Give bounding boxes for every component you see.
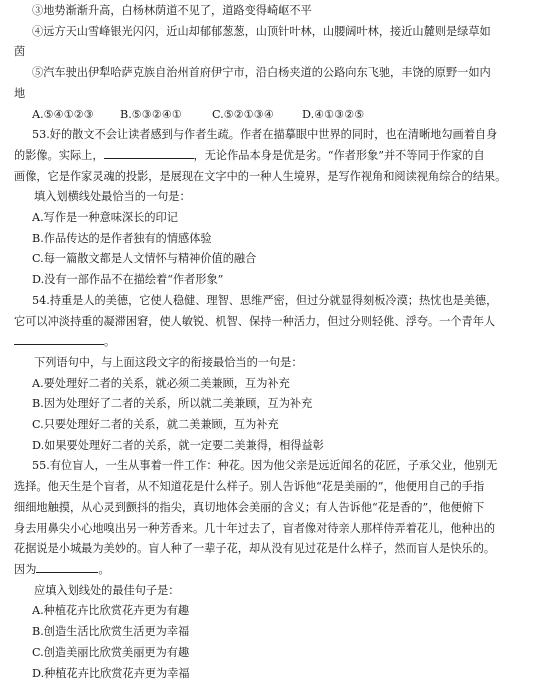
q53-prompt: 填入划横线处最恰当的一句是：	[34, 190, 191, 204]
q55-line-6-end: 。	[98, 562, 110, 576]
q53-line-3: 画像，它是作家灵魂的投影，是展现在文字中的一种人生境界，是写作视角和阅读视角综合的结果。	[14, 169, 507, 183]
q55-line-1: 55.有位盲人，一生从事着一件工作：种花。因为他父亲是远近闻名的花匠，子承父业，他别无	[32, 459, 498, 473]
q54-answer-blank	[14, 332, 104, 345]
q55-option-b: B.创造生活比欣赏生活更为幸福	[32, 625, 190, 639]
q54-option-c: C.只要处理好二者的关系，就二美兼顾，互为补充	[32, 418, 279, 432]
q53-option-c: C.每一篇散文都是人文情怀与精神价值的融合	[32, 252, 257, 266]
q52-item-4-line-1: ④远方天山雪峰银光闪闪，近山却郁郁葱葱，山顶针叶林，山腰阔叶林，接近山麓则是绿草如	[32, 24, 491, 38]
q53-option-a: A.写作是一种意味深长的印记	[32, 211, 178, 225]
q52-option-d: D.④①③②⑤	[302, 107, 365, 121]
q54-line-3	[14, 332, 526, 353]
q55-line-6	[14, 560, 526, 581]
q55-line-5: 花据说是小城最为美妙的。盲人种了一辈子花，却从没有见过花是什么样子，然而盲人是快乐的。	[14, 542, 496, 556]
q54-prompt: 下列语句中，与上面这段文字的衔接最恰当的一句是：	[34, 355, 303, 369]
q52-item-4-line-2: 茵	[14, 45, 26, 59]
q54-line-3-end: 。	[104, 335, 116, 349]
q54-option-b: B.因为处理好了二者的关系，所以就二美兼顾，互为补充	[32, 397, 313, 411]
q55-option-c: C.创造美丽比欣赏美丽更为有趣	[32, 645, 190, 659]
q55-line-6-start: 因为	[14, 562, 37, 576]
q55-line-3: 细细地触摸，从心灵到颤抖的指尖，真切地体会美丽的含义；有人告诉他“花是香的”，他便俯下	[14, 500, 485, 514]
q52-option-b: B.⑤③②④①	[120, 107, 182, 121]
q53-line-1: 53.好的散文不会让读者感到与作者生疏。作者在描摹眼中世界的同时，也在清晰地勾画着自身	[32, 128, 498, 142]
q52-item-3: ③地势渐渐升高，白杨林荫道不见了，道路变得崎岖不平	[32, 4, 312, 17]
q53-option-d: D.没有一部作品不在描绘着“作者形象”	[32, 273, 224, 287]
q53-answer-blank	[104, 146, 194, 159]
q54-line-1: 54.持重是人的美德，它使人稳健、理智、思维严密，但过分就显得刻板冷漠；热忱也是美德，	[32, 293, 498, 307]
q53-line-2-end: ，无论作品本身是优是劣。“作者形象”并不等同于作家的自	[193, 148, 485, 162]
q53-line-2	[14, 146, 526, 167]
q55-answer-blank	[36, 560, 98, 573]
q53-option-b: B.作品传达的是作者独有的情感体验	[32, 231, 212, 245]
q53-line-2-start: 的影像。实际上，	[14, 148, 104, 162]
q52-item-5-line-1: ⑤汽车驶出伊犁哈萨克族自治州首府伊宁市，沿白杨夹道的公路向东飞驰，丰饶的原野一如内	[32, 66, 491, 80]
q55-prompt: 应填入划线处的最佳句子是：	[34, 583, 180, 597]
q52-item-5-line-2: 地	[14, 86, 26, 100]
q52-option-c: C.⑤②①③④	[212, 107, 274, 121]
q52-options	[14, 105, 526, 126]
q52-option-a: A.⑤④①②③	[32, 107, 94, 121]
q54-option-d: D.如果要处理好二者的关系，就一定要二美兼得，相得益彰	[32, 438, 324, 452]
q55-line-2: 选择。他天生是个盲者，从不知道花是什么样子。别人告诉他“花是美丽的”，他便用自己的手指	[14, 480, 485, 494]
q54-line-2: 它可以冲淡持重的凝滞困窘，使人敏锐、机智、保持一种活力，但过分则轻佻、浮夸。一个青年人	[14, 314, 496, 328]
q55-option-a: A.种植花卉比欣赏花卉更为有趣	[32, 604, 190, 618]
q55-line-4: 身去用鼻尖小心地嗅出另一种芳香来。几十年过去了，盲者像对待亲人那样侍弄着花儿，他种出的	[14, 521, 496, 535]
q54-option-a: A.要处理好二者的关系，就必须二美兼顾，互为补充	[32, 376, 290, 390]
q55-option-d: D.种植花卉比欣赏花卉更为幸福	[32, 666, 190, 680]
